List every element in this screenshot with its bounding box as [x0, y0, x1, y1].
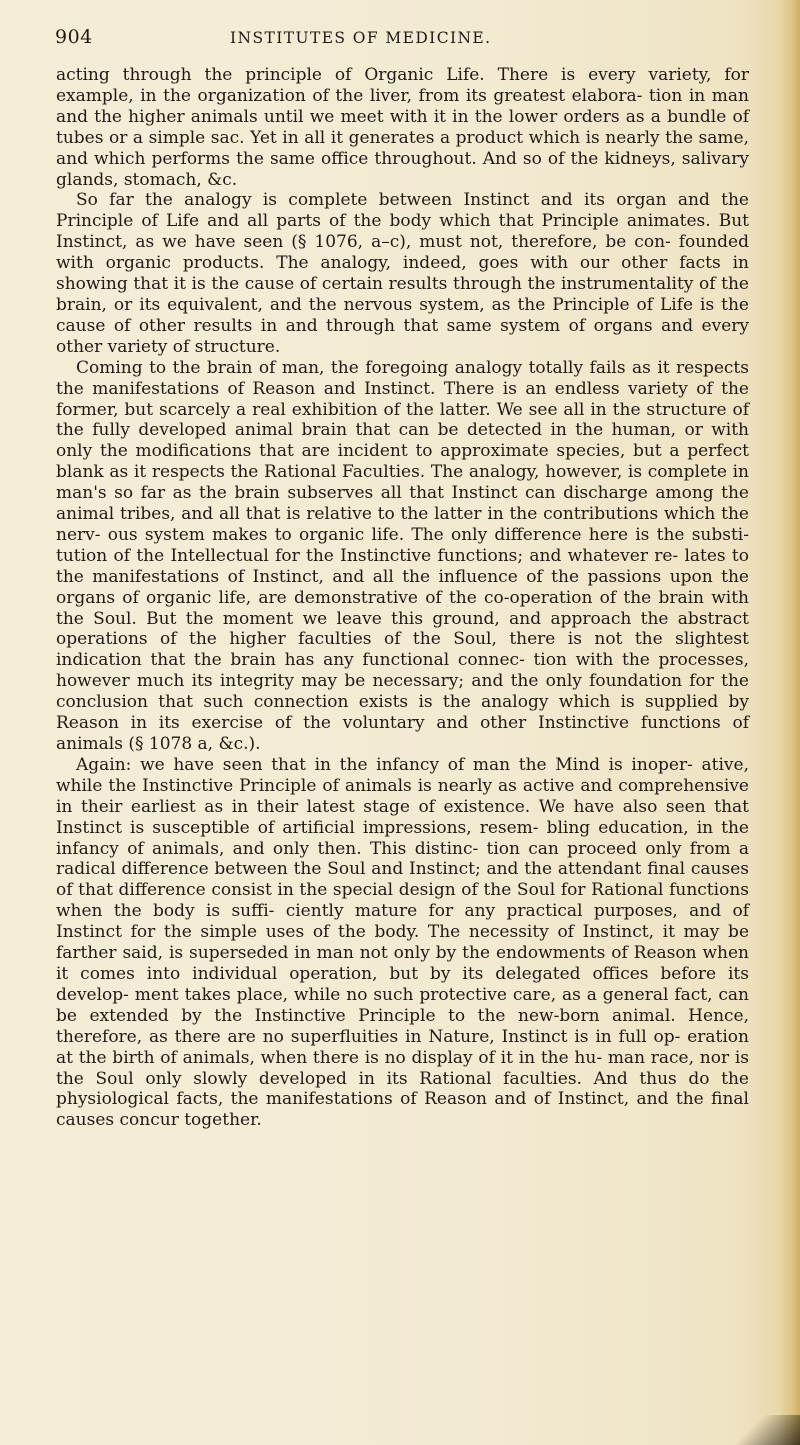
- page-number: 904: [55, 26, 93, 48]
- page-corner-shadow: [720, 1415, 800, 1445]
- running-head: INSTITUTES OF MEDICINE.: [230, 29, 492, 47]
- paragraph-1: acting through the principle of Organic Life. There is every variety, for example, in the organization of the liver, from its greatest elabora- tion in man and the higher animals until we meet with it in the lower orders as a bundle of tubes or a simple sac. Yet in all it generates a product which is nearly the same, and which performs the same office throughout. And so of the kidneys, salivary glands, stomach, &c.: [56, 65, 749, 190]
- page-edge-stain: [778, 0, 800, 1445]
- body-text: [56, 65, 749, 1131]
- paragraph-3: Coming to the brain of man, the foregoing analogy totally fails as it respects the manifestations of Reason and Instinct. There is an endless variety of the former, but scarcely a real exhibition of the latter. We see all in the structure of the fully developed animal brain that can be detected in the human, or with only the modifications that are incident to approximate species, but a perfect blank as it respects the Rational Faculties. The analogy, however, is complete in man's so far as the brain subserves all that Instinct can discharge among the animal tribes, and all that is relative to the latter in the contributions which the nerv- ous system makes to organic life. The only difference here is the substi- tution of the Intellectual for the Instinctive functions; and whatever re- lates to the manifestations of Instinct, and all the influence of the passions upon the organs of organic life, are demonstrative of the co-operation of the brain with the Soul. But the moment we leave this ground, and approach the abstract operations of the higher faculties of the Soul, there is not the slightest indication that the brain has any functional connec- tion with the processes, however much its integrity may be necessary; and the only foundation for the conclusion that such connection exists is the analogy which is supplied by Reason in its exercise of the voluntary and other Instinctive functions of animals (§ 1078 a, &c.).: [56, 357, 749, 754]
- paragraph-2: So far the analogy is complete between Instinct and its organ and the Principle of Life and all parts of the body which that Principle animates. But Instinct, as we have seen (§ 1076, a–c), must not, therefore, be con- founded with organic products. The analogy, indeed, goes with our other facts in showing that it is the cause of certain results through the instrumentality of the brain, or its equivalent, and the nervous system, as the Principle of Life is the cause of other results in and through that same system of organs and every other variety of structure.: [56, 190, 749, 357]
- page-header: [55, 26, 755, 56]
- paragraph-4: Again: we have seen that in the infancy of man the Mind is inoper- ative, while the Instinctive Principle of animals is nearly as active and comprehensive in their earliest as in their latest stage of existence. We have also seen that Instinct is susceptible of artificial impressions, resem- bling education, in the infancy of animals, and only then. This distinc- tion can proceed only from a radical difference between the Soul and Instinct; and the attendant final causes of that difference consist in the special design of the Soul for Rational functions when the body is suffi- ciently mature for any practical purposes, and of Instinct for the simple uses of the body. The necessity of Instinct, it may be farther said, is superseded in man not only by the endowments of Reason when it comes into individual operation, but by its delegated offices before its develop- ment takes place, while no such protective care, as a general fact, can be extended by the Instinctive Principle to the new-born animal. Hence, therefore, as there are no superfluities in Nature, Instinct is in full op- eration at the birth of animals, when there is no display of it in the hu- man race, nor is the Soul only slowly developed in its Rational faculties. And thus do the physiological facts, the manifestations of Reason and of Instinct, and the final causes concur together.: [56, 754, 749, 1131]
